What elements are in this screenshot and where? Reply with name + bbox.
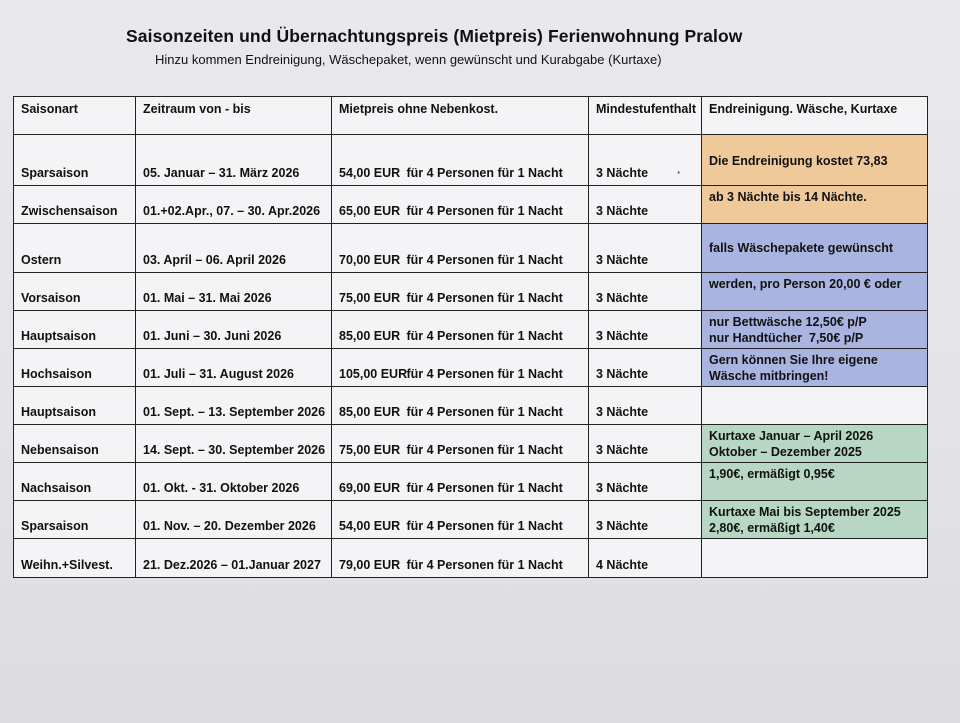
table-row (14, 273, 928, 311)
price-cell (332, 425, 589, 463)
table-row (14, 349, 928, 387)
price-note: für 4 Personen für 1 Nacht (406, 519, 563, 533)
extras-note-cell (702, 539, 928, 578)
extras-note-line: falls Wäschepakete gewünscht (709, 241, 894, 255)
season-cell: Hauptsaison (14, 311, 136, 349)
extras-note-line: Kurtaxe Mai bis September 2025 (709, 505, 901, 519)
season-cell: Hochsaison (14, 349, 136, 387)
min-stay-cell: 3 Nächte (589, 387, 702, 425)
season-cell: Nebensaison (14, 425, 136, 463)
period-cell: 21. Dez.2026 – 01.Januar 2027 (136, 539, 332, 578)
extras-note-line: 1,90€, ermäßigt 0,95€ (709, 467, 835, 481)
table-row (14, 186, 928, 224)
dot-mark: · (676, 166, 681, 180)
price-note: für 4 Personen für 1 Nacht (406, 253, 563, 267)
table-row (14, 425, 928, 463)
price-note: für 4 Personen für 1 Nacht (406, 329, 563, 343)
price-cell (332, 311, 589, 349)
min-stay-cell: 3 Nächte (589, 273, 702, 311)
min-stay-value: 3 Nächte (596, 166, 649, 180)
extras-note-cell (702, 224, 928, 273)
period-cell: 01. Nov. – 20. Dezember 2026 (136, 501, 332, 539)
extras-note-line: ab 3 Nächte bis 14 Nächte. (709, 190, 867, 204)
season-cell: Hauptsaison (14, 387, 136, 425)
period-cell: 14. Sept. – 30. September 2026 (136, 425, 332, 463)
price-cell (332, 224, 589, 273)
header-extras: Endreinigung. Wäsche, Kurtaxe (702, 97, 928, 135)
page-title: Saisonzeiten und Übernachtungspreis (Mietpreis) Ferienwohnung Pralow (126, 26, 743, 46)
period-cell: 01. Mai – 31. Mai 2026 (136, 273, 332, 311)
min-stay-cell: 3 Nächte (589, 501, 702, 539)
price-amount: 75,00 EUR (339, 443, 401, 457)
period-cell: 03. April – 06. April 2026 (136, 224, 332, 273)
min-stay-cell: 3 Nächte (589, 186, 702, 224)
extras-note-line: Gern können Sie Ihre eigene (709, 353, 878, 367)
table-header-row (14, 97, 928, 135)
min-stay-cell: 4 Nächte (589, 539, 702, 578)
extras-note-line: werden, pro Person 20,00 € oder (709, 277, 902, 291)
extras-note-cell (702, 135, 928, 186)
min-stay-cell: 3 Nächte (589, 463, 702, 501)
table-row (14, 463, 928, 501)
price-note: für 4 Personen für 1 Nacht (406, 166, 563, 180)
period-cell: 01. Juni – 30. Juni 2026 (136, 311, 332, 349)
price-note: für 4 Personen für 1 Nacht (406, 405, 563, 419)
extras-note-cell (702, 311, 928, 349)
extras-note-line: Die Endreinigung kostet 73,83 (709, 154, 888, 168)
period-cell: 05. Januar – 31. März 2026 (136, 135, 332, 186)
extras-note-line: Kurtaxe Januar – April 2026 (709, 429, 874, 443)
price-cell (332, 501, 589, 539)
extras-note-line: 2,80€, ermäßigt 1,40€ (709, 521, 835, 535)
price-amount: 54,00 EUR (339, 166, 401, 180)
price-note: für 4 Personen für 1 Nacht (406, 443, 563, 457)
price-amount: 105,00 EUR (339, 367, 408, 381)
price-note: für 4 Personen für 1 Nacht (406, 481, 563, 495)
extras-note-cell (702, 501, 928, 539)
price-amount: 70,00 EUR (339, 253, 401, 267)
page-subtitle: Hinzu kommen Endreinigung, Wäschepaket, wenn gewünscht und Kurabgabe (Kurtaxe) (155, 52, 662, 67)
season-cell: Sparsaison (14, 501, 136, 539)
price-note: für 4 Personen für 1 Nacht (406, 367, 563, 381)
price-amount: 85,00 EUR (339, 329, 401, 343)
price-cell (332, 273, 589, 311)
table-row (14, 135, 928, 186)
table-row (14, 539, 928, 578)
extras-note-cell (702, 349, 928, 387)
period-cell: 01. Sept. – 13. September 2026 (136, 387, 332, 425)
price-cell (332, 186, 589, 224)
price-note: für 4 Personen für 1 Nacht (406, 558, 563, 572)
extras-note-line: nur Handtücher 7,50€ p/P (709, 331, 864, 345)
price-cell (332, 387, 589, 425)
header-period: Zeitraum von - bis (136, 97, 332, 135)
header-price: Mietpreis ohne Nebenkost. (332, 97, 589, 135)
season-cell: Vorsaison (14, 273, 136, 311)
min-stay-cell: 3 Nächte (589, 311, 702, 349)
extras-note-cell (702, 463, 928, 501)
price-cell (332, 349, 589, 387)
min-stay-cell: 3 Nächte (589, 425, 702, 463)
season-price-table (13, 96, 928, 578)
header-season: Saisonart (14, 97, 136, 135)
period-cell: 01.+02.Apr., 07. – 30. Apr.2026 (136, 186, 332, 224)
price-note: für 4 Personen für 1 Nacht (406, 291, 563, 305)
price-amount: 69,00 EUR (339, 481, 401, 495)
period-cell: 01. Juli – 31. August 2026 (136, 349, 332, 387)
header-min-stay: Mindestufenthalt (589, 97, 702, 135)
season-cell: Sparsaison (14, 135, 136, 186)
table-row (14, 311, 928, 349)
extras-note-cell (702, 387, 928, 425)
table-row (14, 224, 928, 273)
table-row (14, 387, 928, 425)
price-amount: 79,00 EUR (339, 558, 401, 572)
price-note: für 4 Personen für 1 Nacht (406, 204, 563, 218)
min-stay-cell (589, 135, 702, 186)
price-amount: 75,00 EUR (339, 291, 401, 305)
price-amount: 85,00 EUR (339, 405, 401, 419)
period-cell: 01. Okt. - 31. Oktober 2026 (136, 463, 332, 501)
extras-note-line: Oktober – Dezember 2025 (709, 445, 862, 459)
price-cell (332, 463, 589, 501)
table-row (14, 501, 928, 539)
season-cell: Ostern (14, 224, 136, 273)
extras-note-line: nur Bettwäsche 12,50€ p/P (709, 315, 867, 329)
season-cell: Weihn.+Silvest. (14, 539, 136, 578)
extras-note-cell (702, 425, 928, 463)
min-stay-cell: 3 Nächte (589, 224, 702, 273)
season-cell: Nachsaison (14, 463, 136, 501)
extras-note-cell (702, 273, 928, 311)
season-cell: Zwischensaison (14, 186, 136, 224)
extras-note-cell (702, 186, 928, 224)
min-stay-cell: 3 Nächte (589, 349, 702, 387)
price-cell (332, 539, 589, 578)
extras-note-line: Wäsche mitbringen! (709, 369, 829, 383)
price-amount: 65,00 EUR (339, 204, 401, 218)
price-cell (332, 135, 589, 186)
price-amount: 54,00 EUR (339, 519, 401, 533)
